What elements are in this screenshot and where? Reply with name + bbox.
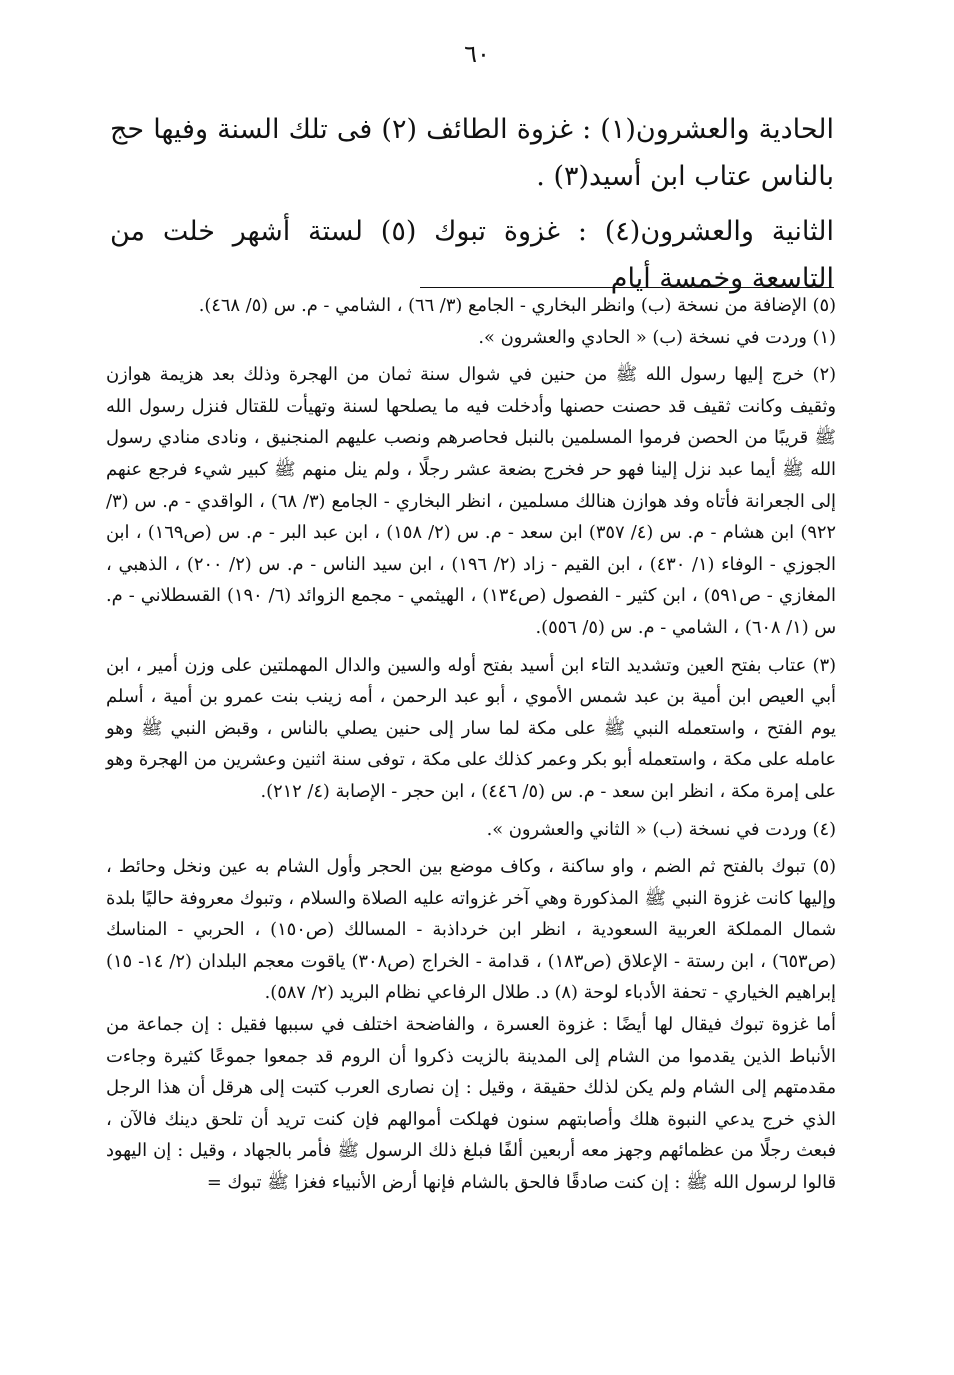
main-text: [110, 106, 834, 310]
footnote-1: (١) وردت في نسخة (ب) « الحادي والعشرون ».: [478, 326, 836, 348]
main-paragraph-22: الثانية والعشرون(٤) : غزوة تبوك (٥) لستة أشهر خلت من التاسعة وخمسة أيام: [110, 216, 834, 294]
footnote-4: (٤) وردت في نسخة (ب) « الثاني والعشرون ».: [486, 818, 836, 840]
footnote-3: (٣) عتاب بفتح العين وتشديد التاء ابن أسيد بفتح أوله والسين والدال المهملتين على وزن أمير ، ابن أبي العيص ابن أمية بن عبد شمس الأموي ، أبو عبد الرحمن ، أمه زينب بنت عمرو بن أمية ، أسلم يوم الفتح ، واستعمله النبي ﷺ على مكة لما سار إلى حنين يصلي بالناس ، وقبض النبي ﷺ وهو عامله على مكة ، واستعمله أبو بكر وعمر كذلك على مكة ، توفى سنة اثنين وعشرين من الهجرة وهو على إمرة مكة ، انظر ابن سعد - م. س (٥/ ٤٤٦) ، ابن حجر - الإصابة (٤/ ٢١٢).: [106, 654, 836, 802]
main-paragraph-21: الحادية والعشرون(١) : غزوة الطائف (٢) فى تلك السنة وفيها حج بالناس عتاب ابن أسيد(٣) .: [110, 114, 834, 192]
footnote-2: (٢) خرج إليها رسول الله ﷺ من حنين في شوال سنة ثمان من الهجرة وذلك بعد هزيمة هوازن وثقيف وكانت ثقيف قد حصنت حصنها وأدخلت فيه ما يصلحها لسنة وتهيأت للقتال فنزل رسول الله ﷺ قريبًا من الحصن فرموا المسلمين بالنبل فحاصرهم ونصب عليهم المنجنيق ، ونادى منادي رسول الله ﷺ أيما عبد نزل إلينا فهو حر فخرج بضعة عشر رجلًا ، ولم ينل منهم ﷺ كبير شيء فرجع عنهم إلى الجعرانة فأتاه وفد هوازن هنالك مسلمين ، انظر البخاري - الجامع (٣/ ٦٨) ، الواقدي - م. س (٣/ ٩٢٢) ابن هشام - م. س (٤/ ٣٥٧) ابن سعد - م. س (٢/ ١٥٨) ، ابن عبد البر - م. س (ص١٦٩) ، ابن الجوزي - الوفاء (١/ ٤٣٠) ، ابن القيم - زاد (٢/ ١٩٦) ، ابن سيد الناس - م. س (٢/ ٢٠٠) ، الذهبي ، المغازي - ص٥٩١) ، ابن كثير - الفصول (ص١٣٤) ، الهيثمي - مجمع الزوائد (٦/ ١٩٠) القسطلاني - م. س (١/ ٦٠٨) ، الشامي - م. س (٥/ ٥٥٦).: [106, 364, 836, 638]
footnotes: [106, 290, 836, 1199]
footnote-5: (٥) تبوك بالفتح ثم الضم ، واو ساكنة ، وكاف موضع بين الحجر وأول الشام به عين ونخل وحائط ، وإليها كانت غزوة النبي ﷺ المذكورة وهي آخر غزواته عليه الصلاة والسلام ، وتبوك معروفة حاليًا بلدة شمال المملكة العربية السعودية ، انظر ابن خرداذبة - المسالك (ص١٥٠) ، الحربي - المناسك (ص٦٥٣) ، ابن رستة - الإعلاق (ص١٨٣) ، قدامة - الخراج (ص٣٠٨) ياقوت معجم البلدان (٢/ ١٤- ١٥) إبراهيم الخياري - تحفة الأدباء لوحة (٨) د. طلال الرفاعي نظام البريد (٢/ ٥٨٧).: [106, 856, 837, 1004]
footnote-5-continued: أما غزوة تبوك فيقال لها أيضًا : غزوة العسرة ، والفاضحة اختلف في سببها فقيل : إن جماعة من الأنباط الذين يقدموا من الشام إلى المدينة بالزيت ذكروا أن الروم قد جمعوا جموعًا كثيرة وجاءت مقدمتهم إلى الشام ولم يكن لذلك حقيقة ، وقيل : إن نصارى العرب كتبت إلى هرقل أن هذا الرجل الذي خرج يدعي النبوة هلك وأصابتهم سنون فهلكت أموالهم فإن كنت تريد أن تلحق دينك فالآن ، فبعث رجلًا من عظمائهم وجهز معه أربعين ألفًا فبلغ ذلك الرسول ﷺ فأمر بالجهاد ، وقيل : إن اليهود قالوا لرسول الله ﷺ : إن كنت صادقًا فالحق بالشام فإنها أرض الأنبياء فغزا ﷺ تبوك =: [106, 1014, 836, 1194]
page-number: ٦٠: [464, 40, 490, 68]
footnote-divider: [420, 287, 834, 288]
footnote-5-addition: (٥) الإضافة من نسخة (ب) وانظر البخاري - الجامع (٣/ ٦٦) ، الشامي - م. س (٥/ ٤٦٨).: [198, 295, 836, 316]
